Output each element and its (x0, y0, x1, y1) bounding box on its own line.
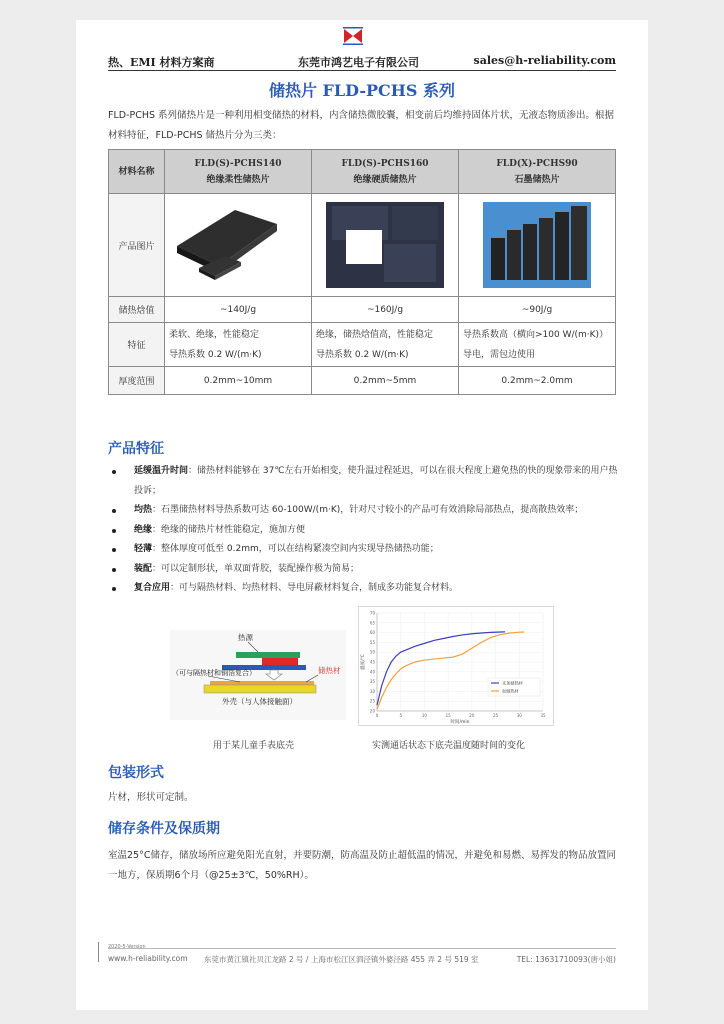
col-subtitle: 石墨储热片 (514, 174, 560, 185)
chart-y-tick-label: 40 (369, 669, 375, 675)
table-cell-thickness: 0.2mm~2.0mm (459, 367, 616, 395)
diagram-label-shell: 外壳（与人体接触面） (222, 697, 297, 706)
col-model: FLD(S)-PCHS160 (341, 158, 429, 169)
chart-x-tick-label: 35 (540, 713, 546, 718)
col-model: FLD(X)-PCHS90 (496, 158, 578, 169)
row-label: 产品图片 (109, 194, 165, 297)
diagram-label-heat-source: 热源 (238, 633, 253, 642)
chart-y-tick-label: 45 (369, 659, 375, 665)
feature-line: 导热系数 0.2 W/(m·K) (169, 349, 262, 360)
product-image-graphite-sheet (459, 194, 615, 296)
feature-text: ：可以定制形状，单双面背胶，装配操作极为简易； (152, 563, 360, 574)
section-title-features: 产品特征 (108, 441, 164, 457)
row-label: 储热焓值 (109, 297, 165, 323)
watch-structure-diagram (170, 630, 346, 720)
temperature-chart (359, 607, 553, 725)
feature-line: 柔软、绝缘，性能稳定 (169, 329, 260, 340)
feature-item (108, 521, 618, 541)
col-subtitle: 绝缘硬质储热片 (353, 174, 417, 185)
chart-caption: 实测通话状态下底壳温度随时间的变化 (372, 741, 526, 751)
header-company: 东莞市鸿艺电子有限公司 (298, 56, 419, 69)
document-title: 储热片 FLD-PCHS 系列 (268, 81, 455, 100)
feature-term: 轻薄 (134, 544, 153, 554)
product-image-flexible-sheet (165, 194, 311, 296)
feature-term: 均热 (134, 505, 153, 515)
chart-x-tick-label: 30 (516, 713, 522, 718)
header-tagline: 热、EMI 材料方案商 (108, 56, 215, 69)
product-image-cell (459, 194, 616, 297)
section-title-packaging: 包装形式 (108, 765, 164, 781)
diagram-label-composite: （可与隔热材和铜箔复合） (172, 669, 256, 677)
feature-list (108, 462, 618, 599)
feature-line: 导热系数高（横向>100 W/(m·K)） (463, 329, 609, 340)
diagram-caption: 用于某儿童手表底壳 (213, 741, 295, 751)
chart-x-tick-label: 15 (445, 713, 451, 718)
chart-x-tick-label: 5 (399, 713, 402, 718)
chart-x-tick-label: 20 (469, 713, 475, 718)
product-image-rigid-sheet (312, 194, 458, 296)
table-col-header (165, 150, 312, 194)
header-email[interactable]: sales@h-reliability.com (473, 54, 616, 67)
table-col-header (459, 150, 616, 194)
chart-y-tick-label: 35 (369, 679, 375, 685)
chart-y-tick-label: 25 (369, 698, 375, 704)
feature-term: 延缓温升时间 (134, 466, 189, 476)
packaging-text: 片材，形状可定制。 (108, 792, 194, 803)
product-spec-table (108, 149, 616, 395)
feature-item (108, 501, 618, 521)
row-label: 厚度范围 (109, 367, 165, 395)
feature-text: ：石墨储热材料导热系数可达 60-100W/(m·K)，针对尺寸较小的产品可有效消除局部热点，提高散热效率； (152, 505, 584, 515)
chart-legend-label: 加储热材 (502, 688, 519, 694)
feature-text: ：储热材料能够在 37℃左右开始相变，使升温过程延迟，可以在很大程度上避免热的快的现象带来的用户热投诉； (134, 466, 618, 496)
chart-legend-label: 未加储热材 (502, 680, 523, 686)
feature-item (108, 560, 618, 580)
chart-y-tick-label: 60 (369, 630, 375, 636)
temperature-chart-frame (358, 606, 554, 726)
chart-y-tick-label: 55 (369, 639, 375, 645)
chart-y-axis-label: 温度/℃ (361, 654, 366, 670)
feature-item (108, 540, 618, 560)
table-cell-features (165, 323, 312, 367)
feature-line: 导电，需包边使用 (463, 349, 536, 360)
table-cell-thickness: 0.2mm~10mm (165, 367, 312, 395)
feature-line: 绝缘，储热焓值高，性能稳定 (316, 329, 434, 340)
feature-text: ：整体厚度可低至 0.2mm，可以在结构紧凑空间内实现导热储热功能； (152, 544, 439, 554)
feature-line: 导热系数 0.2 W/(m·K) (316, 349, 409, 360)
chart-y-tick-label: 50 (369, 649, 375, 655)
table-cell-thickness: 0.2mm~5mm (312, 367, 459, 395)
product-image-cell (312, 194, 459, 297)
footer-phone: TEL: 13631710093(唐小姐) (516, 955, 616, 964)
chart-x-tick-label: 25 (493, 713, 499, 718)
chart-series-line-1 (377, 632, 505, 705)
chart-series-line-2 (377, 632, 524, 709)
product-image-cell (165, 194, 312, 297)
feature-term: 复合应用 (134, 583, 171, 593)
footer-version: 2020-5-Version (108, 944, 146, 950)
intro-paragraph: FLD-PCHS 系列储热片是一种利用相变储热的材料，内含储热微胶囊，相变前后均维持固体片状，无液态物质渗出。根据材料特征，FLD-PCHS 储热片分为三类： (108, 110, 615, 141)
feature-item (108, 579, 618, 599)
footer-divider (108, 948, 616, 949)
feature-text: ：可与隔热材料、均热材料、导电屏蔽材料复合，制成多功能复合材料。 (170, 583, 459, 593)
footer-address: 东莞市黄江镇社贝江龙路 2 号 / 上海市松江区泗泾镇外婆泾路 455 弄 2 号 519 室 (204, 955, 479, 964)
company-logo (343, 26, 363, 46)
chart-x-axis-label: 时间/min (450, 720, 470, 725)
table-cell-enthalpy: ~90J/g (459, 297, 616, 323)
feature-term: 装配 (134, 563, 153, 574)
table-col-header (312, 150, 459, 194)
feature-term: 绝缘 (134, 524, 153, 535)
chart-x-tick-label: 10 (421, 713, 427, 718)
col-model: FLD(S)-PCHS140 (194, 158, 282, 169)
chart-y-tick-label: 70 (369, 610, 375, 616)
footer-website[interactable]: www.h-reliability.com (108, 954, 188, 963)
table-cell-enthalpy: ~140J/g (165, 297, 312, 323)
page-header (108, 52, 616, 71)
col-subtitle: 绝缘柔性储热片 (206, 174, 270, 185)
chart-y-tick-label: 65 (369, 620, 375, 626)
feature-text: ：绝缘的储热片材性能稳定，施加方便 (152, 524, 306, 535)
diagram-label-storage-material: 储热材 (318, 666, 341, 675)
table-cell-features (459, 323, 616, 367)
section-title-storage: 储存条件及保质期 (108, 821, 220, 837)
footer-accent-line (98, 942, 99, 962)
row-label: 特征 (109, 323, 165, 367)
chart-y-tick-label: 30 (369, 688, 375, 694)
table-header-label: 材料名称 (109, 150, 165, 194)
chart-y-tick-label: 20 (369, 708, 375, 714)
table-cell-enthalpy: ~160J/g (312, 297, 459, 323)
storage-text: 室温25°C储存，储放场所应避免阳光直射，并要防潮，防高温及防止超低温的情况，并避免和易燃、易挥发的物品放置同一地方，保质期6个月（@25±3℃，50%RH）。 (108, 850, 616, 881)
feature-item (108, 462, 618, 501)
chart-x-tick-label: 0 (375, 713, 379, 718)
table-cell-features (312, 323, 459, 367)
